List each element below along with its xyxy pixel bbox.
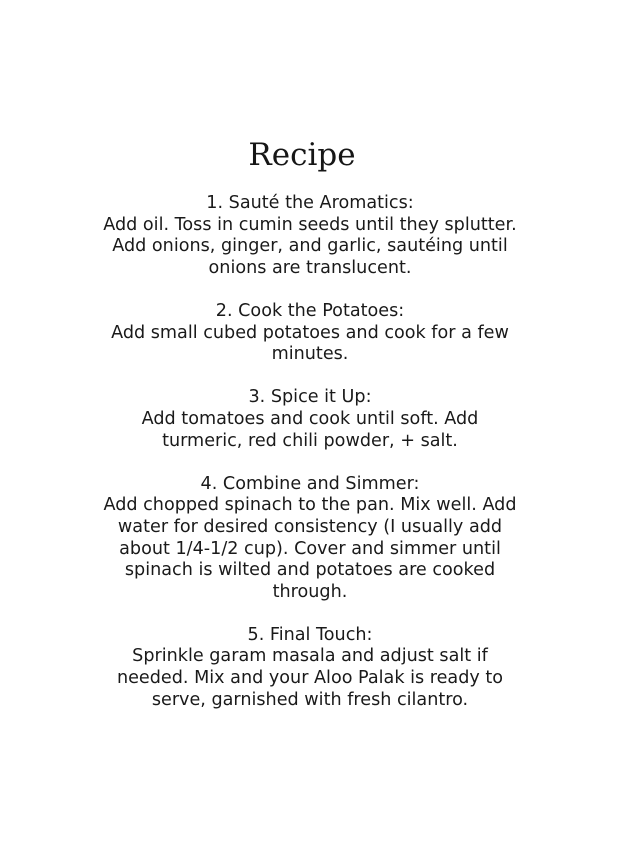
step-instructions: Add tomatoes and cook until soft. Add turmeric, red chili powder, + salt. bbox=[141, 408, 479, 451]
step-instructions: Add chopped spinach to the pan. Mix well. Add water for desired consistency (I usually add about 1/4-1/2 cup). Cover and simmer until spinach is wilted and potatoes are cooked through. bbox=[103, 495, 517, 602]
step-heading: 5. Final Touch: bbox=[247, 624, 373, 645]
recipe-step-4 bbox=[100, 474, 520, 604]
step-instructions: Add small cubed potatoes and cook for a few minutes. bbox=[111, 322, 509, 365]
recipe-step-5 bbox=[100, 625, 520, 711]
step-heading: 3. Spice it Up: bbox=[248, 387, 372, 408]
step-instructions: Sprinkle garam masala and adjust salt if needed. Mix and your Aloo Palak is ready to serve, garnished with fresh cilantro. bbox=[116, 646, 504, 710]
page-title: Recipe bbox=[248, 137, 356, 173]
step-heading: 4. Combine and Simmer: bbox=[200, 473, 420, 494]
step-heading: 2. Cook the Potatoes: bbox=[215, 300, 405, 321]
recipe-step-2 bbox=[100, 301, 520, 366]
step-heading: 1. Sauté the Aromatics: bbox=[206, 193, 414, 213]
recipe-step-1 bbox=[100, 193, 520, 279]
recipe-step-3 bbox=[100, 387, 520, 452]
step-instructions: Add oil. Toss in cumin seeds until they splutter. Add onions, ginger, and garlic, sautéing until onions are translucent. bbox=[103, 214, 517, 278]
recipe-steps-list bbox=[100, 193, 520, 733]
